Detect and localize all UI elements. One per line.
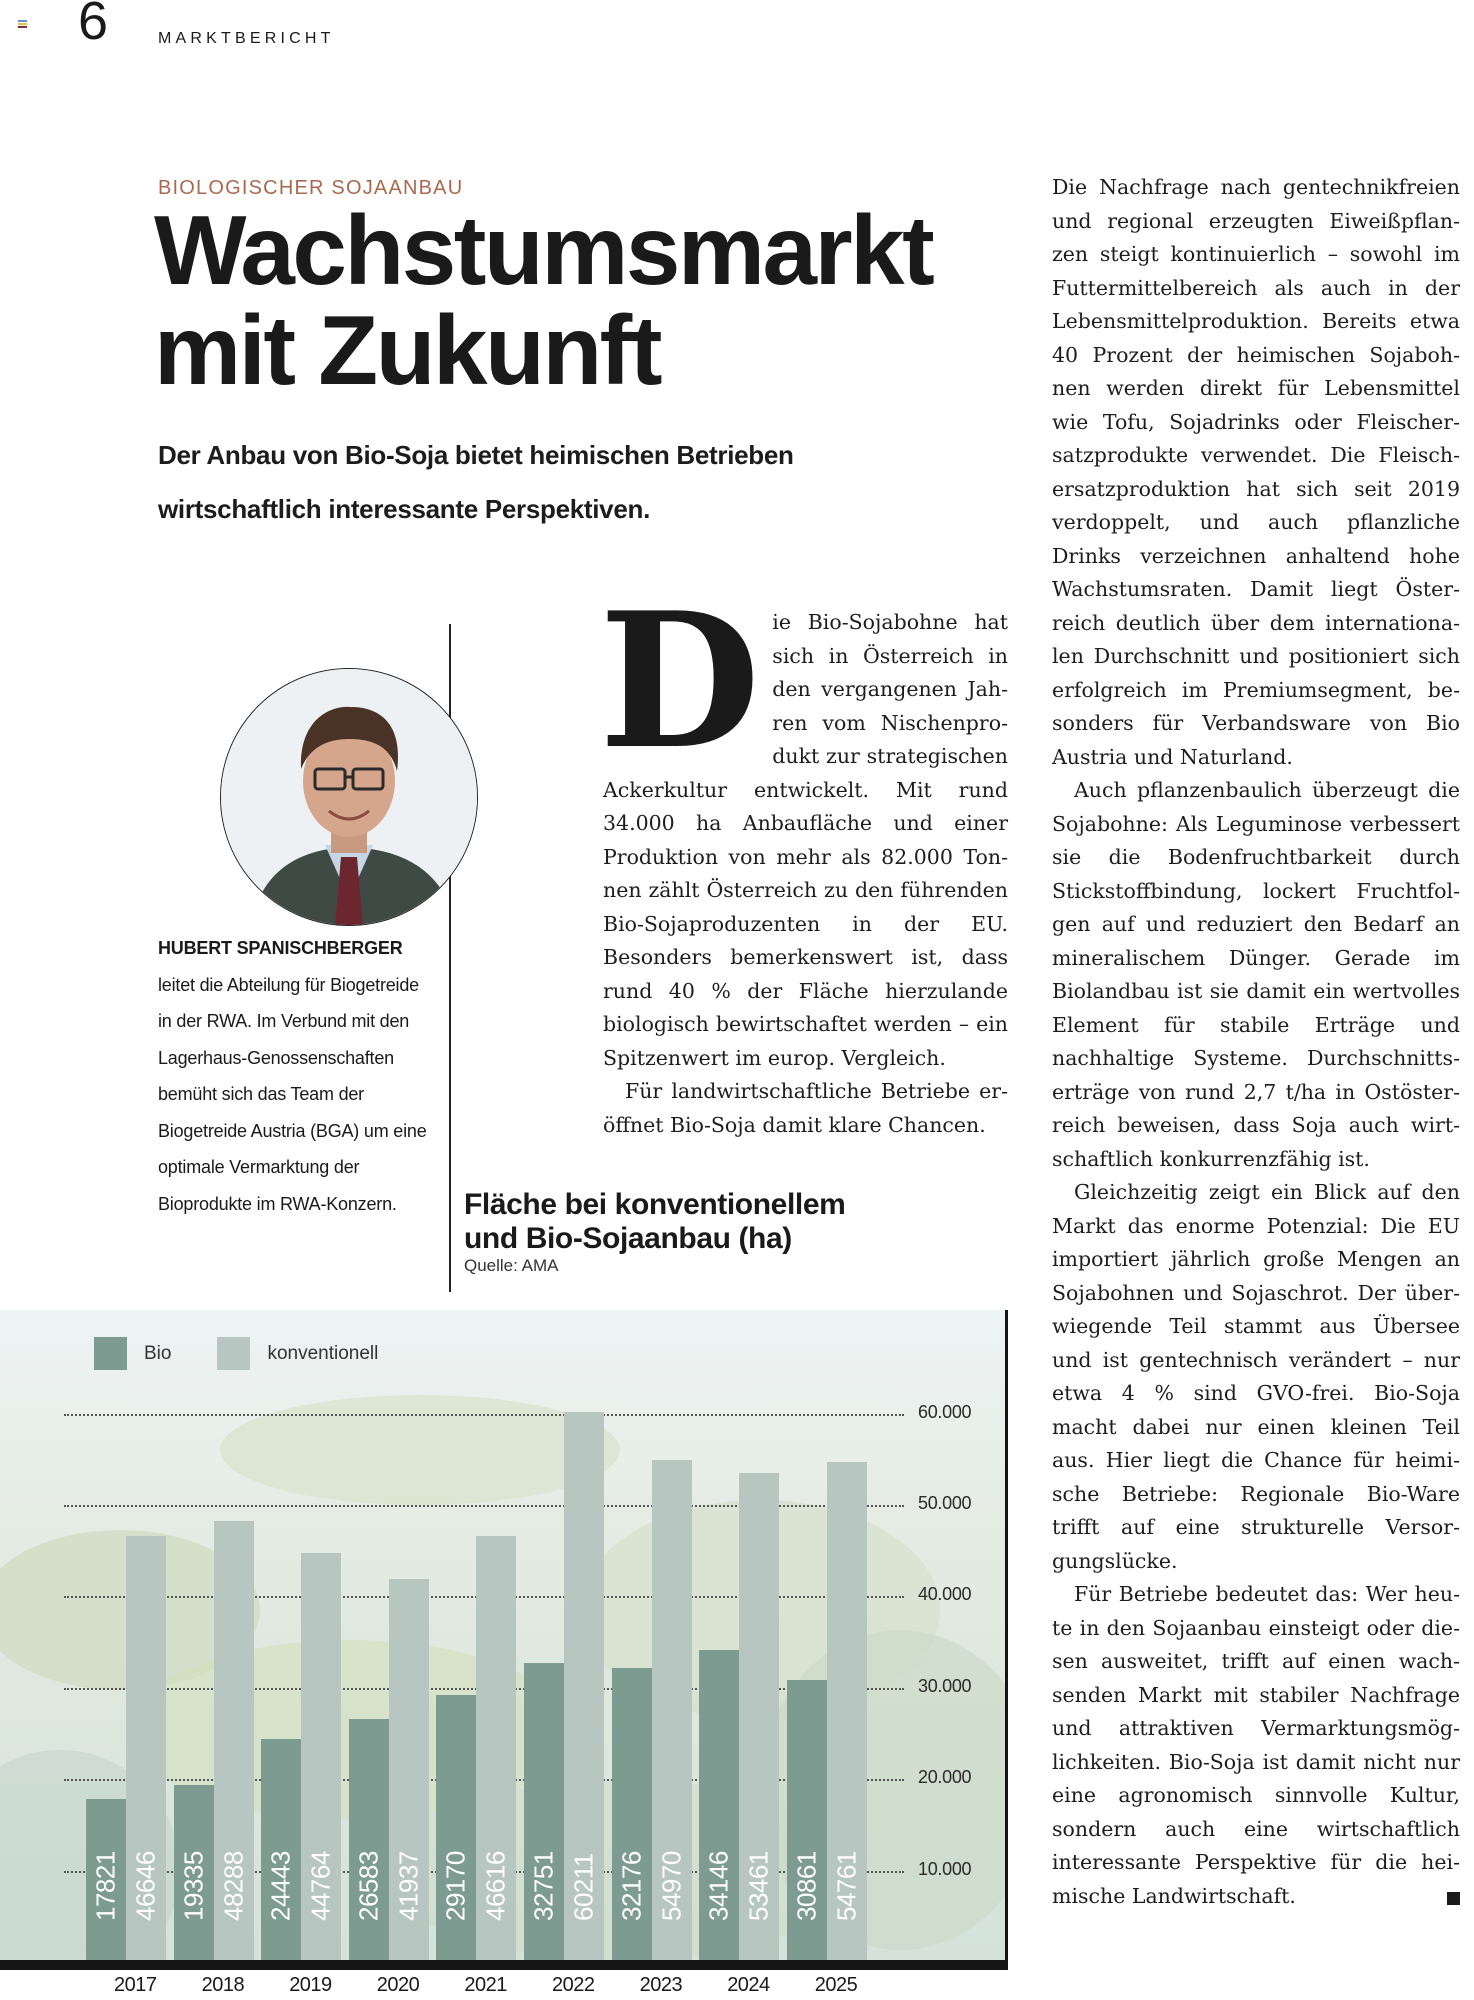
bar-chart — [0, 1310, 1008, 1970]
bar-konventionell-2024 — [739, 1473, 779, 1962]
bar-value-label: 32751 — [528, 1851, 559, 1921]
bar-value-label: 30861 — [791, 1851, 822, 1921]
paragraph-4: Auch pflanzenbaulich überzeugt die Sojabohne: Als Leguminose verbessert sie die Bodenfruchtbarkeit durch Stickstoffbindung, lockert Fruchtfolgen auf und reduziert den Bedarf an mineralischem Dünger. Gerade im Biolandbau ist sie damit ein wertvolles Element für stabile Erträge und nachhaltige Systeme. Durchschnittserträge von rund 2,7 t/ha in Ostösterreich beweisen, dass Soja auch wirtschaftlich konkurrenzfähig ist. — [1052, 778, 1460, 1171]
article-column-middle — [599, 571, 1008, 1142]
x-axis-labels — [0, 1974, 1008, 2000]
subheadline — [158, 428, 918, 536]
x-tick-label: 2021 — [464, 1974, 507, 1996]
bar-bio-2021 — [436, 1695, 476, 1962]
bar-value-label: 34146 — [703, 1851, 734, 1921]
headline — [154, 195, 994, 405]
bar-konventionell-2023 — [652, 1460, 692, 1962]
paragraph-6-text: Für Betriebe bedeutet das: Wer heute in den Sojaanbau einsteigt oder diesen ausweitet, trifft auf einen wachsenden Markt mit stabiler Nachfrage und attraktiven Vermarktungsmöglichkeiten. Bio-Soja ist damit nicht nur eine agronomisch sinnvolle Kultur, sondern auch eine wirtschaftlich interessante Perspektive für die heimische Landwirtschaft. — [1052, 1582, 1460, 1908]
headline-line-2: mit Zukunft — [154, 295, 660, 405]
paragraph-5: Gleichzeitig zeigt ein Blick auf den Markt das enorme Potenzial: Die EU importiert jährlich große Mengen an Sojabohnen und Sojaschrot. Der überwiegende Teil stammt aus Übersee und ist gentechnisch verändert – nur etwa 4 % sind GVO-frei. Bio-Soja macht dabei nur einen kleinen Teil aus. Hier liegt die Chance für heimische Betriebe: Regionale Bio-Ware trifft auf eine strukturelle Versorgungslücke. — [1052, 1180, 1460, 1573]
bar-konventionell-2017 — [126, 1536, 166, 1962]
bar-bio-2020 — [349, 1719, 389, 1962]
x-tick-label: 2019 — [289, 1974, 332, 1996]
bar-value-label: 26583 — [353, 1851, 384, 1921]
author-photo — [220, 668, 478, 926]
author-name: HUBERT SPANISCHBERGER — [158, 938, 403, 958]
chart-source: Quelle: AMA — [464, 1256, 559, 1275]
bar-bio-2019 — [261, 1739, 301, 1962]
paragraph-intro — [599, 571, 1008, 1075]
y-tick-label: 30.000 — [918, 1675, 972, 1696]
chart-title-line-2: und Bio-Sojaanbau (ha) — [464, 1222, 792, 1255]
bar-konventionell-2020 — [389, 1579, 429, 1962]
bar-value-label: 60211 — [568, 1853, 599, 1921]
x-tick-label: 2018 — [201, 1974, 245, 1996]
end-mark-icon — [1447, 1892, 1460, 1905]
y-tick-label: 20.000 — [918, 1767, 972, 1788]
bar-bio-2022 — [524, 1663, 564, 1962]
gridline — [64, 1414, 904, 1416]
bar-konventionell-2019 — [301, 1553, 341, 1962]
bar-konventionell-2021 — [476, 1536, 516, 1962]
bar-value-label: 54761 — [831, 1851, 862, 1921]
bar-bio-2017 — [86, 1799, 126, 1962]
legend-swatch-bio — [94, 1337, 127, 1370]
x-tick-label: 2025 — [814, 1974, 858, 1996]
bar-konventionell-2018 — [214, 1521, 254, 1962]
legend-label-konventionell: konventionell — [267, 1342, 379, 1364]
article-column-right — [1052, 171, 1460, 1913]
author-bio — [158, 930, 428, 1222]
bar-value-label: 19335 — [178, 1851, 209, 1921]
x-tick-label: 2022 — [552, 1974, 595, 1996]
chart-frame — [1005, 1310, 1008, 1970]
headline-line-1: Wachstumsmarkt — [154, 195, 933, 305]
legend-label-bio: Bio — [144, 1342, 172, 1364]
bar-value-label: 44764 — [305, 1851, 336, 1921]
y-tick-label: 50.000 — [918, 1493, 972, 1513]
bar-value-label: 32176 — [616, 1851, 647, 1921]
paragraph-6 — [1052, 1578, 1460, 1913]
bar-value-label: 53461 — [743, 1851, 774, 1921]
bar-konventionell-2025 — [827, 1462, 867, 1963]
legend-swatch-konventionell — [217, 1337, 250, 1370]
kicker: BIOLOGISCHER SOJAANBAU — [158, 177, 464, 199]
bar-bio-2018 — [174, 1785, 214, 1962]
bar-bio-2024 — [699, 1650, 739, 1962]
x-axis-line — [0, 1960, 1008, 1970]
page-number: 6 — [78, 0, 109, 51]
bar-value-label: 41937 — [393, 1851, 424, 1921]
subhead-line-2: wirtschaftlich interessante Perspektiven. — [158, 494, 651, 524]
section-label: MARKTBERICHT — [158, 30, 335, 47]
bar-value-label: 24443 — [265, 1851, 296, 1921]
paragraph-2: Für landwirtschaftliche Betriebe eröffnet Bio-Soja damit klare Chancen. — [603, 1079, 1008, 1137]
x-tick-label: 2024 — [727, 1974, 770, 1996]
author-description: leitet die Abteilung für Biogetreide in der RWA. Im Verbund mit den Lagerhaus-Genossenschaften bemüht sich das Team der Biogetreide Austria (BGA) um eine optimale Vermarktung der Bioprodukte im RWA-Konzern. — [158, 974, 427, 1214]
drop-cap: D — [599, 571, 761, 790]
subhead-line-1: Der Anbau von Bio-Soja bietet heimischen Betrieben — [158, 440, 794, 470]
y-tick-label: 40.000 — [918, 1584, 972, 1605]
bar-konventionell-2022 — [564, 1412, 604, 1962]
paragraph-3: Die Nachfrage nach gentechnikfreien und regional erzeugten Eiweißpflanzen steigt kontinuierlich – sowohl im Futtermittelbereich als auch in der Lebensmittelproduktion. Bereits etwa 40 Prozent der heimischen Sojabohnen werden direkt für Lebensmittel wie Tofu, Sojadrinks oder Fleischersatzprodukte verwendet. Die Fleischersatzproduktion hat sich seit 2019 verdoppelt, und auch pflanzliche Drinks verzeichnen anhaltend hohe Wachstumsraten. Damit liegt Österreich deutlich über dem internationalen Durchschnitt und positioniert sich erfolgreich im Premiumsegment, besonders für Verbandsware von Bio Austria und Naturland. — [1052, 175, 1460, 769]
flag-icon — [18, 20, 27, 28]
x-tick-label: 2020 — [376, 1974, 420, 1996]
bar-value-label: 48288 — [218, 1851, 249, 1921]
portrait-image — [221, 669, 477, 925]
paragraph-1-text: ie Bio-Sojabohne hat sich in Österreich in den vergangenen Jahren vom Nischenprodukt zur strategischen Ackerkultur entwickelt. Mit rund 34.000 ha Anbaufläche und einer Produktion von mehr als 82.000 Tonnen zählt Österreich zu den führenden Bio-Sojaproduzenten in der EU. Besonders bemerkenswert ist, dass rund 40 % der Fläche hierzulande biologisch bewirtschaftet werden – ein Spitzenwert im europ. Vergleich. — [603, 610, 1008, 1070]
chart-title — [464, 1188, 845, 1256]
bar-value-label: 46616 — [480, 1851, 511, 1921]
bar-value-label: 46646 — [130, 1851, 161, 1921]
bar-value-label: 54970 — [656, 1851, 687, 1921]
bar-value-label: 17821 — [90, 1851, 121, 1921]
x-tick-label: 2017 — [114, 1974, 157, 1996]
bar-bio-2023 — [612, 1668, 652, 1962]
bar-bio-2025 — [787, 1680, 827, 1962]
chart-legend — [94, 1337, 424, 1370]
chart-title-line-1: Fläche bei konventionellem — [464, 1188, 846, 1221]
y-tick-label: 60.000 — [918, 1401, 972, 1422]
x-tick-label: 2023 — [639, 1974, 683, 1996]
y-tick-label: 10.000 — [918, 1858, 972, 1879]
bar-value-label: 29170 — [440, 1851, 471, 1921]
